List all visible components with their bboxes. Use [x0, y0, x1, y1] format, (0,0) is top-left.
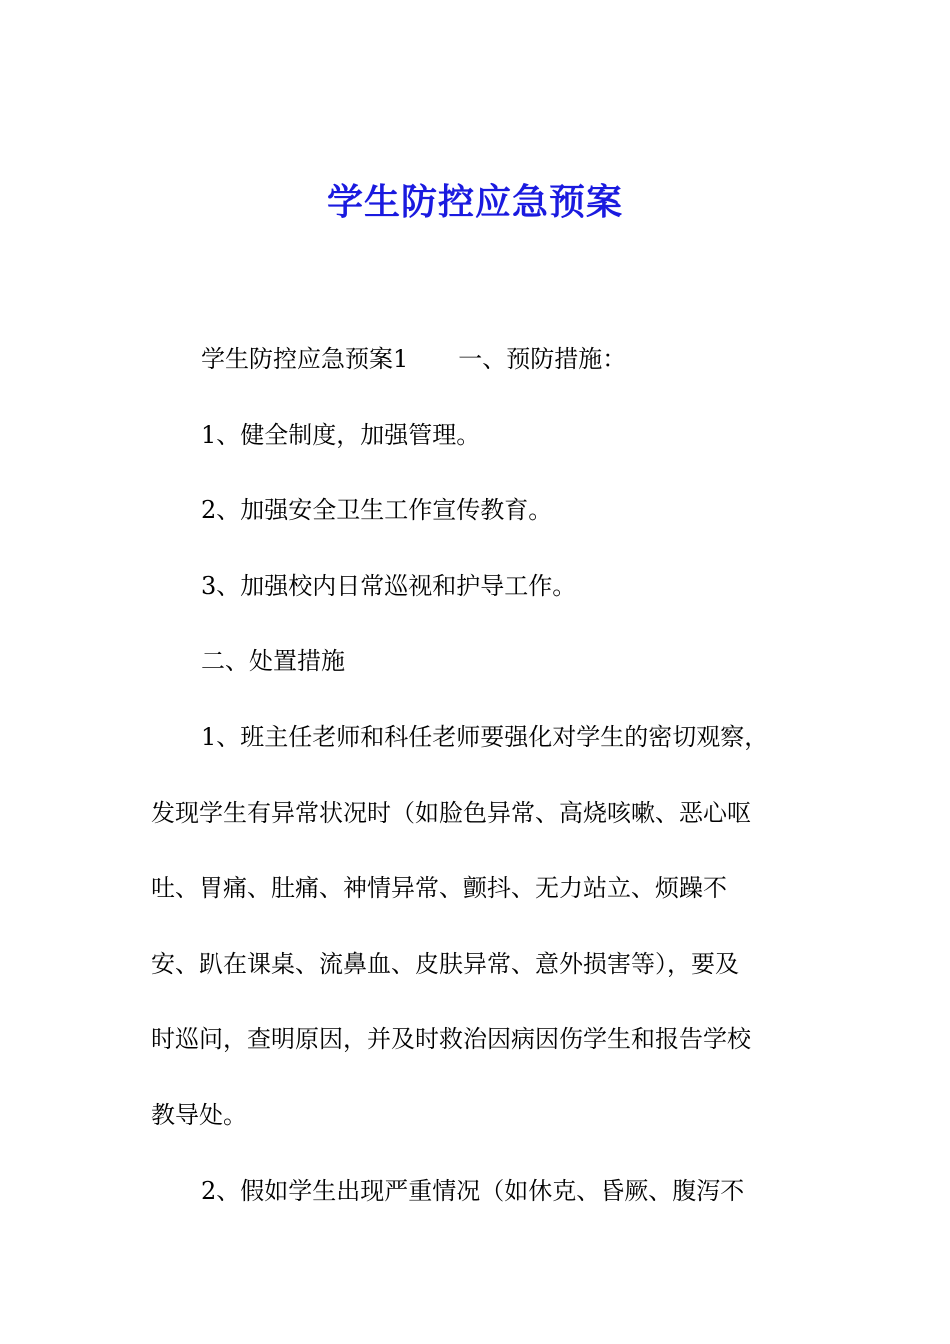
- paragraph-line: 1、班主任老师和科任老师要强化对学生的密切观察，: [201, 722, 769, 751]
- paragraph-line: 安、趴在课桌、流鼻血、皮肤异常、意外损害等），要及: [151, 949, 739, 978]
- section-heading-prevention: 一、预防措施：: [458, 345, 627, 373]
- document-title: 学生防控应急预案: [326, 182, 623, 223]
- plan-label: 学生防控应急预案1: [201, 345, 409, 373]
- paragraph-line: 3、加强校内日常巡视和护导工作。: [201, 571, 577, 600]
- paragraph-line: 吐、胃痛、肚痛、神情异常、颤抖、无力站立、烦躁不: [151, 874, 727, 903]
- paragraph-line: 2、加强安全卫生工作宣传教育。: [201, 496, 553, 525]
- paragraph-line: 发现学生有异常状况时（如脸色异常、高烧咳嗽、恶心呕: [151, 798, 751, 827]
- paragraph-line: 时巡问，查明原因，并及时救治因病因伤学生和报告学校: [151, 1025, 751, 1054]
- paragraph-line: 教导处。: [151, 1100, 247, 1129]
- paragraph-line: 2、假如学生出现严重情况（如休克、昏厥、腹泻不: [201, 1176, 745, 1205]
- document-body: [151, 322, 801, 1229]
- section-heading-handling: 二、处置措施: [201, 647, 345, 676]
- section-heading-line: [151, 322, 801, 398]
- paragraph-line: 1、健全制度，加强管理。: [201, 420, 481, 449]
